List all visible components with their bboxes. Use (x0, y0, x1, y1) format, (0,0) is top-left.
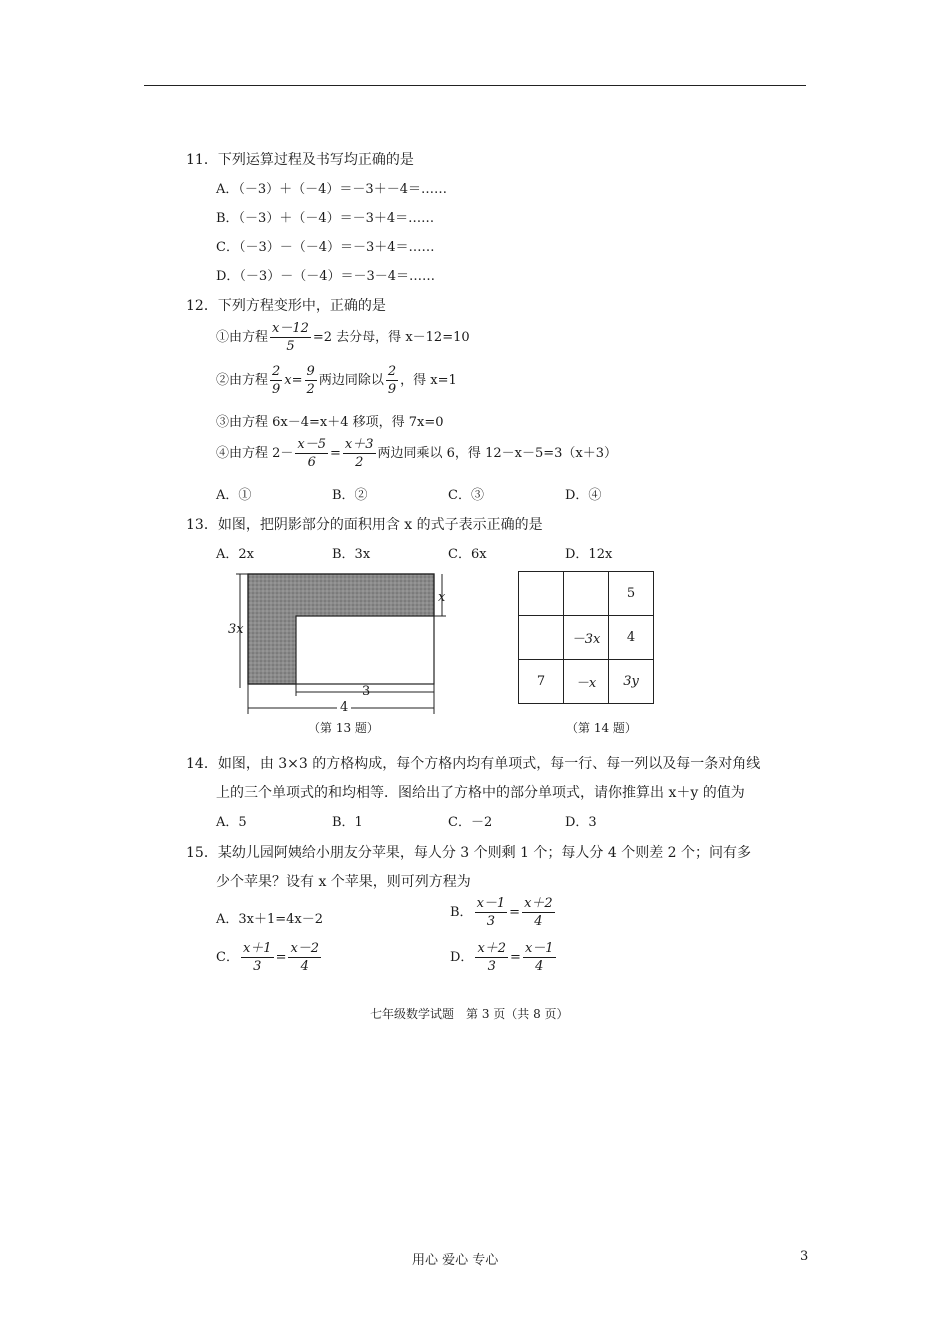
q15-d-n2: x－1 (524, 941, 554, 956)
q15-b-n2: x＋2 (524, 896, 553, 911)
q11-stem: 11．下列运算过程及书写均正确的是 (186, 152, 414, 168)
q15-stem-line-2: 少个苹果？设有 x 个苹果，则可列方程为 (216, 874, 471, 890)
q14-option-c: C．－2 (448, 815, 493, 830)
q12-s1-post: =2 去分母，得 x－12=10 (312, 330, 470, 345)
q12-statement-3: ③由方程 6x－4=x＋4 移项，得 7x=0 (216, 415, 444, 430)
q11-option-d: D．（－3）－（－4）＝－3－4＝…… (216, 269, 436, 284)
grid-cell: 7 (519, 660, 564, 704)
q15-option-d (450, 940, 558, 975)
q12-s1-denominator: 5 (286, 339, 295, 354)
q12-s2-pre: ②由方程 (216, 373, 269, 388)
q14-stem-line-2: 上的三个单项式的和均相等．图给出了方格中的部分单项式，请你推算出 x＋y 的值为 (216, 785, 745, 801)
q13-stem: 13．如图，把阴影部分的面积用含 x 的式子表示正确的是 (186, 517, 543, 533)
q12-s1-fraction (270, 320, 311, 355)
q12-s2-x: x= (284, 373, 303, 388)
grid-cell: －3x (564, 616, 609, 660)
q12-statement-4 (216, 436, 617, 471)
q15-d-fraction-1 (475, 940, 508, 975)
q15-d-eq: = (510, 950, 521, 965)
q12-s4-eq: = (330, 446, 341, 461)
q15-option-b-label: B． (450, 905, 473, 920)
q13-caption: （第 13 题） (308, 721, 379, 735)
q12-s2-f1-denominator: 9 (272, 382, 281, 397)
q12-statement-1 (216, 320, 470, 355)
q13-label-3: 3 (362, 684, 371, 699)
page-footer: 用心 爱心 专心 (412, 1253, 499, 1268)
q15-c-d1: 3 (253, 959, 262, 974)
q13-shaded-region (248, 574, 434, 684)
q12-option-a: A．① (216, 488, 252, 503)
q12-s2-fraction-3 (386, 363, 398, 398)
exam-footer: 七年级数学试题 第 3 页（共 8 页） (370, 1007, 569, 1021)
q15-option-a: A．3x＋1=4x－2 (216, 912, 324, 927)
q14-option-d: D．3 (565, 815, 597, 830)
q15-b-fraction-2 (522, 895, 555, 930)
q12-option-d: D．④ (565, 488, 602, 503)
q15-option-c-label: C． (216, 950, 239, 965)
q12-s2-fraction-1 (270, 363, 282, 398)
q13-label-x: x (438, 590, 446, 605)
q12-s2-post: ，得 x=1 (400, 373, 457, 388)
q13-option-d: D．12x (565, 547, 613, 562)
q12-s4-post: 两边同乘以 6，得 12－x－5=3（x＋3） (377, 446, 617, 461)
q12-option-c: C．③ (448, 488, 484, 503)
q15-c-fraction-2 (288, 940, 321, 975)
q15-b-d1: 3 (486, 914, 495, 929)
q12-s1-pre: ①由方程 (216, 330, 269, 345)
q15-b-d2: 4 (534, 914, 543, 929)
q15-c-n1: x＋1 (242, 941, 272, 956)
q15-c-d2: 4 (300, 959, 309, 974)
q15-d-n1: x＋2 (477, 941, 507, 956)
q15-stem-line-1: 15．某幼儿园阿姨给小朋友分苹果，每人分 3 个则剩 1 个；每人分 4 个则差 2 个；问有多 (186, 845, 752, 861)
q15-b-eq: = (509, 905, 521, 920)
q12-s2-f2-numerator: 9 (306, 364, 315, 379)
q12-option-b: B．② (332, 488, 368, 503)
q13-label-3x: 3x (228, 622, 244, 637)
q15-option-d-label: D． (450, 950, 474, 965)
q14-option-b: B．1 (332, 815, 363, 830)
q12-s2-f3-denominator: 9 (387, 382, 397, 397)
q15-option-b (450, 895, 557, 930)
q15-c-n2: x－2 (290, 941, 320, 956)
q11-option-b: B．（－3）＋（－4）＝－3＋4＝…… (216, 211, 435, 226)
q15-d-fraction-2 (523, 940, 556, 975)
q12-s2-fraction-2 (305, 363, 317, 398)
q12-s4-f2-denominator: 2 (355, 455, 364, 470)
q13-option-a: A．2x (216, 547, 254, 562)
q12-statement-2 (216, 363, 457, 398)
q15-b-fraction-1 (475, 895, 508, 930)
q13-option-c: C．6x (448, 547, 487, 562)
q12-stem: 12．下列方程变形中，正确的是 (186, 298, 386, 314)
grid-cell (519, 616, 564, 660)
q12-s2-f1-numerator: 2 (272, 364, 281, 379)
q15-d-d1: 3 (487, 959, 496, 974)
page-number: 3 (800, 1249, 809, 1264)
q12-s4-fraction-2 (343, 436, 376, 471)
q12-s2-f2-denominator: 2 (306, 382, 315, 397)
q12-s2-f3-numerator: 2 (387, 364, 397, 379)
q12-s1-numerator: x－12 (272, 321, 309, 336)
header-rule (144, 85, 806, 86)
q12-s4-f1-numerator: x－5 (297, 437, 327, 452)
grid-cell: 5 (609, 572, 654, 616)
grid-cell: －x (564, 660, 609, 704)
q15-d-d2: 4 (535, 959, 544, 974)
q12-s4-fraction-1 (295, 436, 328, 471)
q15-option-c (216, 940, 323, 975)
q11-option-c: C．（－3）－（－4）＝－3＋4＝…… (216, 240, 435, 255)
q11-option-a: A．（－3）＋（－4）＝－3＋－4＝…… (216, 182, 447, 197)
q13-figure (228, 568, 458, 718)
grid-cell: 3y (609, 660, 654, 704)
q12-s4-f1-denominator: 6 (307, 455, 316, 470)
q15-b-n1: x－1 (476, 896, 506, 911)
q12-s4-pre: ④由方程 2－ (216, 446, 294, 461)
q12-s4-f2-numerator: x＋3 (344, 437, 374, 452)
grid-cell (519, 572, 564, 616)
q15-c-eq: = (275, 950, 287, 965)
q14-stem-line-1: 14．如图，由 3×3 的方格构成，每个方格内均有单项式，每一行、每一列以及每一条对角线 (186, 756, 761, 772)
q15-c-fraction-1 (241, 940, 274, 975)
q14-option-a: A．5 (216, 815, 247, 830)
grid-cell (564, 572, 609, 616)
q13-label-4: 4 (337, 700, 351, 715)
q13-option-b: B．3x (332, 547, 371, 562)
q14-caption: （第 14 题） (566, 721, 637, 735)
grid-cell: 4 (609, 616, 654, 660)
q12-s2-mid: 两边同除以 (318, 373, 384, 388)
q14-grid (518, 571, 654, 704)
